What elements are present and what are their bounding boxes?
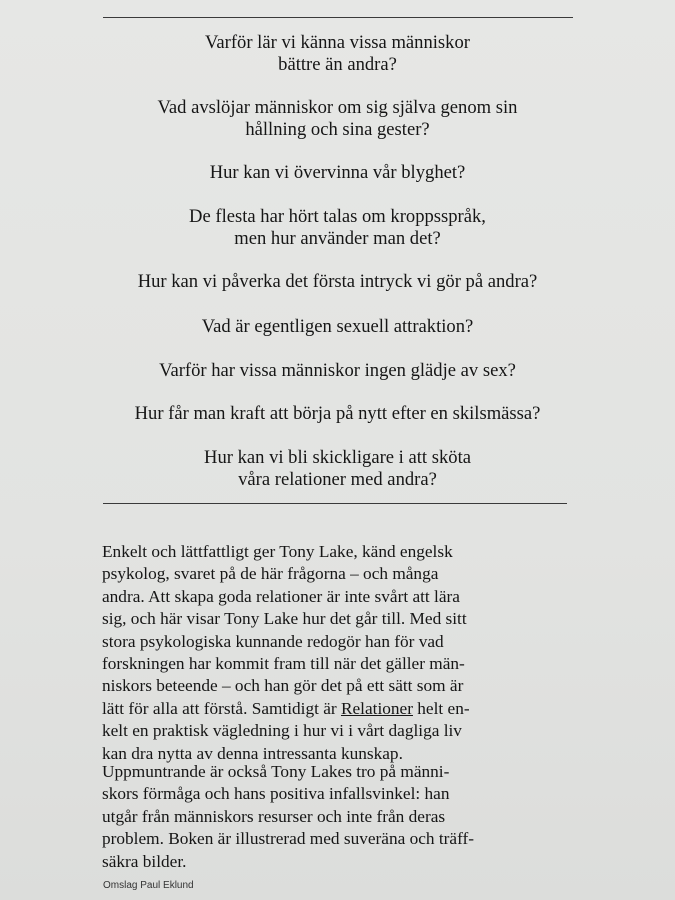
description-paragraph-2: Uppmuntrande är också Tony Lakes tro på männi- skors förmåga och hans positiva infallsvinkel: han utgår från människors resurser och inte från deras problem. Boken är illustrerad med suveräna och träff- säkra bilder. <box>102 762 475 871</box>
question-4: De flesta har hört talas om kroppsspråk, men hur använder man det? <box>189 206 486 249</box>
question-5: Hur kan vi påverka det första intryck vi gör på andra? <box>137 271 538 292</box>
bottom-divider <box>103 503 567 504</box>
question-6: Vad är egentligen sexuell attraktion? <box>201 316 474 337</box>
question-1: Varför lär vi känna vissa människor bättre än andra? <box>205 32 470 75</box>
question-9: Hur kan vi bli skickligare i att sköta våra relationer med andra? <box>204 447 471 490</box>
top-divider <box>103 17 573 18</box>
line-with-title: lätt för alla att förstå. Samtidigt är Relationer helt en- <box>102 698 470 718</box>
description-paragraph-1: Enkelt och lättfattligt ger Tony Lake, känd engelsk psykolog, svaret på de här frågorna – och många andra. Att skapa goda relationer är inte svårt att lära sig, och här visar Tony Lake hur det går till. Med sitt stora psykologiska kunnande redogör han för vad forskningen har kommit fram till när det gäller män- niskors beteende – och han gör det på ett sätt som är lätt för alla att förstå. Samtidigt är Relationer helt en- kelt en praktisk vägledning i hur vi i vårt dagliga liv kan dra nytta av denna intressanta kunskap. <box>102 541 572 765</box>
question-7: Varför har vissa människor ingen glädje av sex? <box>159 360 516 381</box>
cover-credit: Omslag Paul Eklund <box>103 880 194 891</box>
question-2: Vad avslöjar människor om sig själva genom sin hållning och sina gester? <box>157 97 518 140</box>
question-8: Hur får man kraft att börja på nytt efter en skilsmässa? <box>134 403 541 424</box>
question-3: Hur kan vi övervinna vår blyghet? <box>209 162 466 183</box>
book-title: Relationer <box>340 698 413 718</box>
